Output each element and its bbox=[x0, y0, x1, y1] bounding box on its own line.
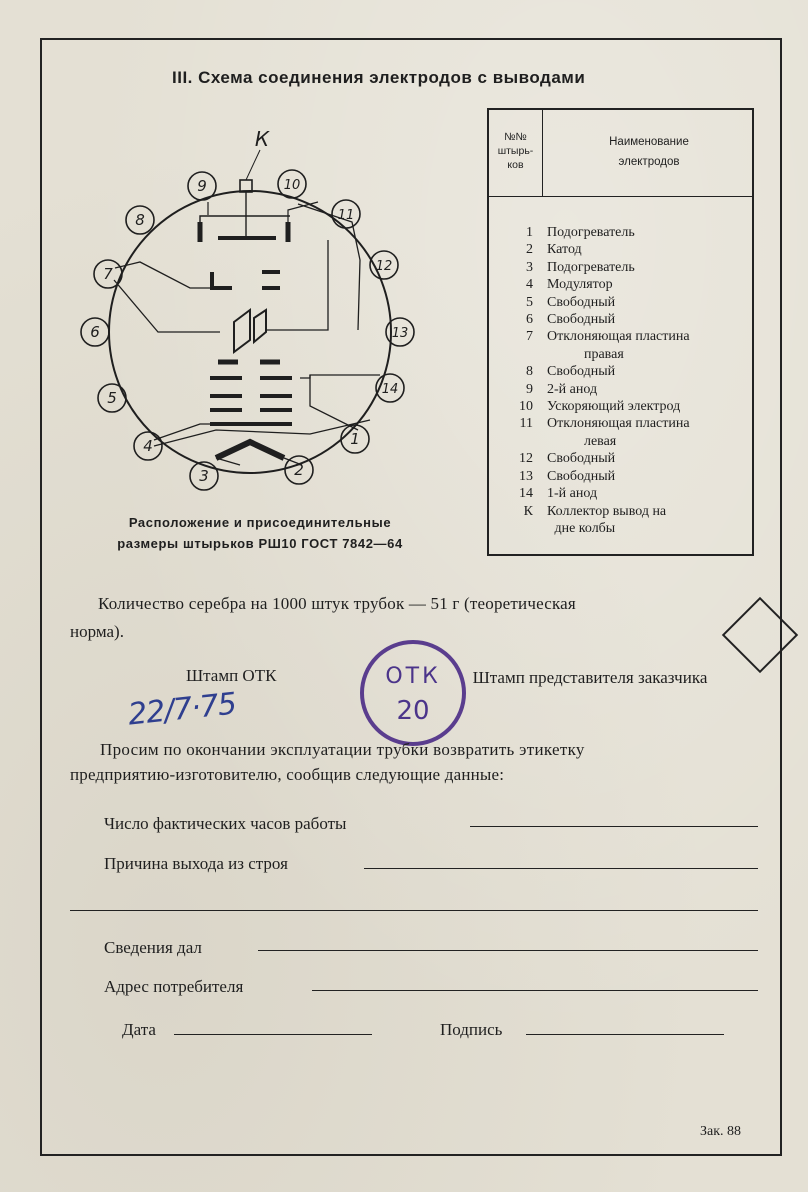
pin-label-13: 13 bbox=[391, 326, 409, 341]
row-electrode: Отклоняющая пластина bbox=[547, 329, 690, 345]
row-electrode-cont: дне колбы bbox=[554, 520, 616, 536]
row-electrode: Свободный bbox=[547, 451, 616, 467]
field-label-address: Адрес потребителя bbox=[104, 977, 244, 996]
row-electrode: Отклоняющая пластина bbox=[547, 416, 690, 432]
pin-label-11: 11 bbox=[337, 208, 355, 223]
table-row bbox=[489, 450, 752, 467]
table-row bbox=[489, 381, 752, 398]
row-electrode: 1-й анод bbox=[547, 486, 598, 502]
table-row bbox=[489, 241, 752, 258]
cap-label: К bbox=[254, 127, 270, 151]
return-request-text: Просим по окончании эксплуатации трубки возвратить этикетку bbox=[100, 740, 585, 759]
row-electrode: Свободный bbox=[547, 468, 616, 484]
field-label-hours: Число фактических часов работы bbox=[104, 814, 347, 833]
stamp-number: 20 bbox=[396, 696, 430, 726]
pin-label-2: 2 bbox=[294, 461, 304, 479]
row-electrode: Подогреватель bbox=[547, 259, 635, 275]
field-label-date: Дата bbox=[122, 1020, 156, 1039]
table-header bbox=[489, 110, 752, 197]
row-pin: 8 bbox=[526, 364, 533, 380]
row-pin: 9 bbox=[526, 381, 533, 397]
row-pin: 2 bbox=[526, 242, 533, 258]
row-electrode: Подогреватель bbox=[547, 225, 635, 240]
table-row bbox=[489, 485, 752, 502]
row-pin: 6 bbox=[526, 312, 533, 328]
table-row-continuation bbox=[489, 346, 752, 363]
row-electrode: 2-й анод bbox=[547, 381, 598, 397]
row-pin: 4 bbox=[526, 277, 533, 293]
field-line-date[interactable] bbox=[174, 1034, 372, 1035]
row-electrode: Свободный bbox=[547, 294, 616, 310]
table-row bbox=[489, 259, 752, 276]
field-line-reason[interactable] bbox=[364, 868, 758, 869]
table-row bbox=[489, 398, 752, 415]
row-pin: 3 bbox=[526, 259, 533, 275]
section-title: III. Схема соединения электродов с выводами bbox=[172, 68, 586, 87]
row-electrode-cont: правая bbox=[583, 346, 624, 362]
table-row bbox=[489, 415, 752, 432]
pin-label-12: 12 bbox=[375, 259, 393, 274]
table-row-continuation bbox=[489, 433, 752, 450]
row-electrode: Модулятор bbox=[547, 277, 613, 293]
table-row bbox=[489, 294, 752, 311]
field-line-signature[interactable] bbox=[526, 1034, 724, 1035]
table-row bbox=[489, 311, 752, 328]
row-pin: 1 bbox=[526, 225, 533, 240]
order-number: Зак. 88 bbox=[700, 1124, 742, 1139]
silver-amount-text-cont: норма). bbox=[70, 622, 124, 641]
row-pin: 12 bbox=[519, 451, 533, 467]
table-row bbox=[489, 224, 752, 241]
header-electrode-name: Наименование электродов bbox=[609, 136, 689, 168]
table-row-continuation bbox=[489, 520, 752, 537]
row-electrode: Свободный bbox=[547, 312, 616, 328]
table-row bbox=[489, 468, 752, 485]
row-pin: 7 bbox=[526, 329, 533, 345]
caption-line-1: Расположение и присоединительные bbox=[128, 515, 392, 530]
handwritten-date: 22/7·75 bbox=[126, 686, 238, 733]
field-line-info[interactable] bbox=[258, 950, 758, 951]
field-line-address[interactable] bbox=[312, 990, 758, 991]
return-request-text-cont: предприятию-изготовителю, сообщив следующие данные: bbox=[70, 765, 505, 784]
header-pin-number: №№ штырь- ков bbox=[489, 110, 543, 196]
diagram-caption bbox=[70, 512, 450, 554]
otk-round-stamp bbox=[360, 640, 466, 746]
field-line-hours[interactable] bbox=[470, 826, 758, 827]
pin-label-4: 4 bbox=[143, 437, 153, 455]
row-pin: 5 bbox=[526, 294, 533, 310]
row-electrode: Ускоряющий электрод bbox=[547, 399, 681, 415]
caption-line-2: размеры штырьков РШ10 ГОСТ 7842—64 bbox=[117, 536, 403, 551]
pin-label-9: 9 bbox=[197, 177, 207, 195]
field-label-reason: Причина выхода из строя bbox=[104, 854, 288, 873]
table-row bbox=[489, 328, 752, 345]
pin-label-3: 3 bbox=[199, 467, 209, 485]
table-body bbox=[489, 224, 752, 537]
pin-label-6: 6 bbox=[90, 323, 100, 341]
pin-label-1: 1 bbox=[350, 430, 360, 448]
row-electrode-cont: левая bbox=[583, 433, 617, 449]
pin-connection-diagram bbox=[70, 120, 430, 500]
table-row bbox=[489, 363, 752, 380]
field-label-signature: Подпись bbox=[440, 1020, 503, 1039]
stamp-otk-label: Штамп ОТК bbox=[186, 666, 277, 685]
row-electrode: Коллектор вывод на bbox=[547, 503, 667, 519]
pin-label-10: 10 bbox=[283, 178, 301, 193]
row-electrode: Катод bbox=[547, 242, 582, 258]
table-row bbox=[489, 276, 752, 293]
pin-label-7: 7 bbox=[103, 265, 113, 283]
silver-amount-text: Количество серебра на 1000 штук трубок — 51 г (теоретическая bbox=[98, 594, 576, 613]
pin-label-8: 8 bbox=[135, 211, 145, 229]
row-electrode: Свободный bbox=[547, 364, 616, 380]
pin-label-14: 14 bbox=[381, 382, 399, 397]
stamp-representative-label: Штамп представителя заказчика bbox=[472, 668, 708, 687]
row-pin: 13 bbox=[519, 468, 533, 484]
row-pin: 10 bbox=[519, 399, 533, 415]
field-label-info: Сведения дал bbox=[104, 938, 202, 957]
pin-label-5: 5 bbox=[107, 389, 117, 407]
stamp-text: ОТК bbox=[385, 664, 441, 689]
table-row bbox=[489, 503, 752, 520]
row-pin: 11 bbox=[519, 416, 533, 432]
row-pin: К bbox=[523, 503, 533, 519]
row-pin: 14 bbox=[519, 486, 533, 502]
electrode-table bbox=[487, 108, 754, 556]
field-line-reason-2[interactable] bbox=[70, 910, 758, 911]
